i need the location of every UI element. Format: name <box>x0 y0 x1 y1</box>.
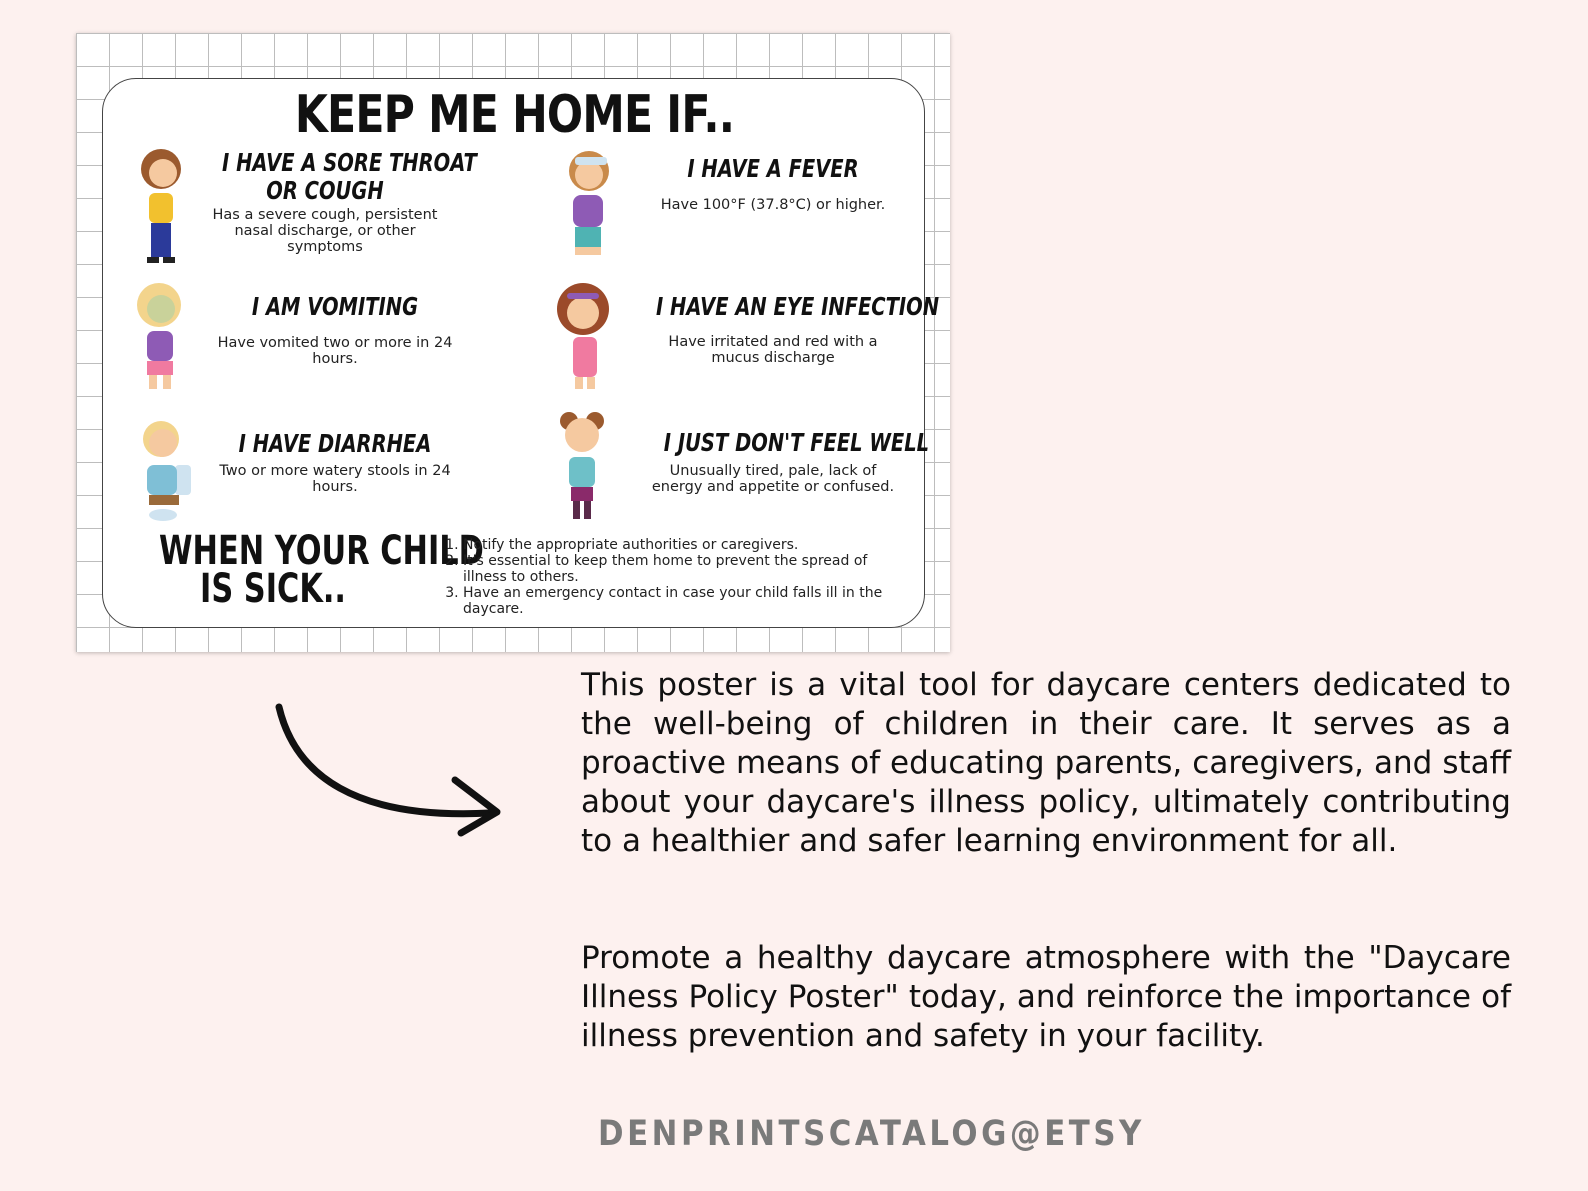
child-diarrhea-illustration <box>135 417 193 523</box>
item-description: Unusually tired, pale, lack of energy and appetite or confused. <box>651 463 895 495</box>
item-diarrhea <box>203 430 467 495</box>
sick-steps-list <box>445 537 915 617</box>
item-description: Have vomited two or more in 24 hours. <box>217 335 453 367</box>
item-description: Have irritated and red with a mucus discharge <box>668 334 878 366</box>
child-unwell-illustration <box>553 409 611 521</box>
item-description: Has a severe cough, persistent nasal discharge, or other symptoms <box>212 207 438 255</box>
item-description: Two or more watery stools in 24 hours. <box>219 463 451 495</box>
child-fever-illustration <box>555 147 621 259</box>
item-heading: I JUST DON'T FEEL WELL <box>663 428 930 457</box>
description-paragraph-1: This poster is a vital tool for daycare centers dedicated to the well-being of children in their care. It serves as a proactive means of educating parents, caregivers, and staff about your daycare's illness policy, ultimately contributing to a healthier and safer learning environment for all. <box>581 667 1511 859</box>
step-item: 1. Notify the appropriate authorities or caregivers. <box>463 537 915 553</box>
item-heading: I HAVE A SORE THROAT <box>222 148 477 177</box>
item-fever <box>633 155 913 213</box>
item-vomiting <box>203 293 467 367</box>
step-item: 2. It's essential to keep them home to prevent the spread of illness to others. <box>463 553 915 585</box>
child-cough-illustration <box>133 147 189 269</box>
item-sore-throat <box>193 148 477 255</box>
poster-image <box>76 33 950 652</box>
item-heading: I HAVE A FEVER <box>687 154 859 183</box>
item-eye-infection <box>623 292 940 366</box>
when-sick-line-2: IS SICK.. <box>200 566 346 612</box>
when-sick-line-1: WHEN YOUR CHILD <box>159 528 484 574</box>
item-heading: I AM VOMITING <box>251 292 419 321</box>
child-eye-infection-illustration <box>553 281 615 393</box>
item-heading: I HAVE DIARRHEA <box>238 429 432 458</box>
poster-title: KEEP ME HOME IF.. <box>294 85 735 145</box>
shop-credit: DENPRINTSCATALOG@ETSY <box>598 1114 1145 1154</box>
when-sick-heading <box>123 528 484 612</box>
item-description: Have 100°F (37.8°C) or higher. <box>660 197 886 213</box>
item-heading: OR COUGH <box>266 176 384 205</box>
description-paragraph-2: Promote a healthy daycare atmosphere with the "Daycare Illness Policy Poster" today, and reinforce the importance of illness prevention and safety in your facility. <box>581 940 1511 1054</box>
child-vomiting-illustration <box>129 281 189 393</box>
poster-card <box>102 78 940 628</box>
item-dont-feel-well <box>633 428 930 495</box>
curved-arrow-icon <box>265 695 510 840</box>
item-heading: I HAVE AN EYE INFECTION <box>656 292 940 321</box>
step-item: 3. Have an emergency contact in case your child falls ill in the daycare. <box>463 585 915 617</box>
